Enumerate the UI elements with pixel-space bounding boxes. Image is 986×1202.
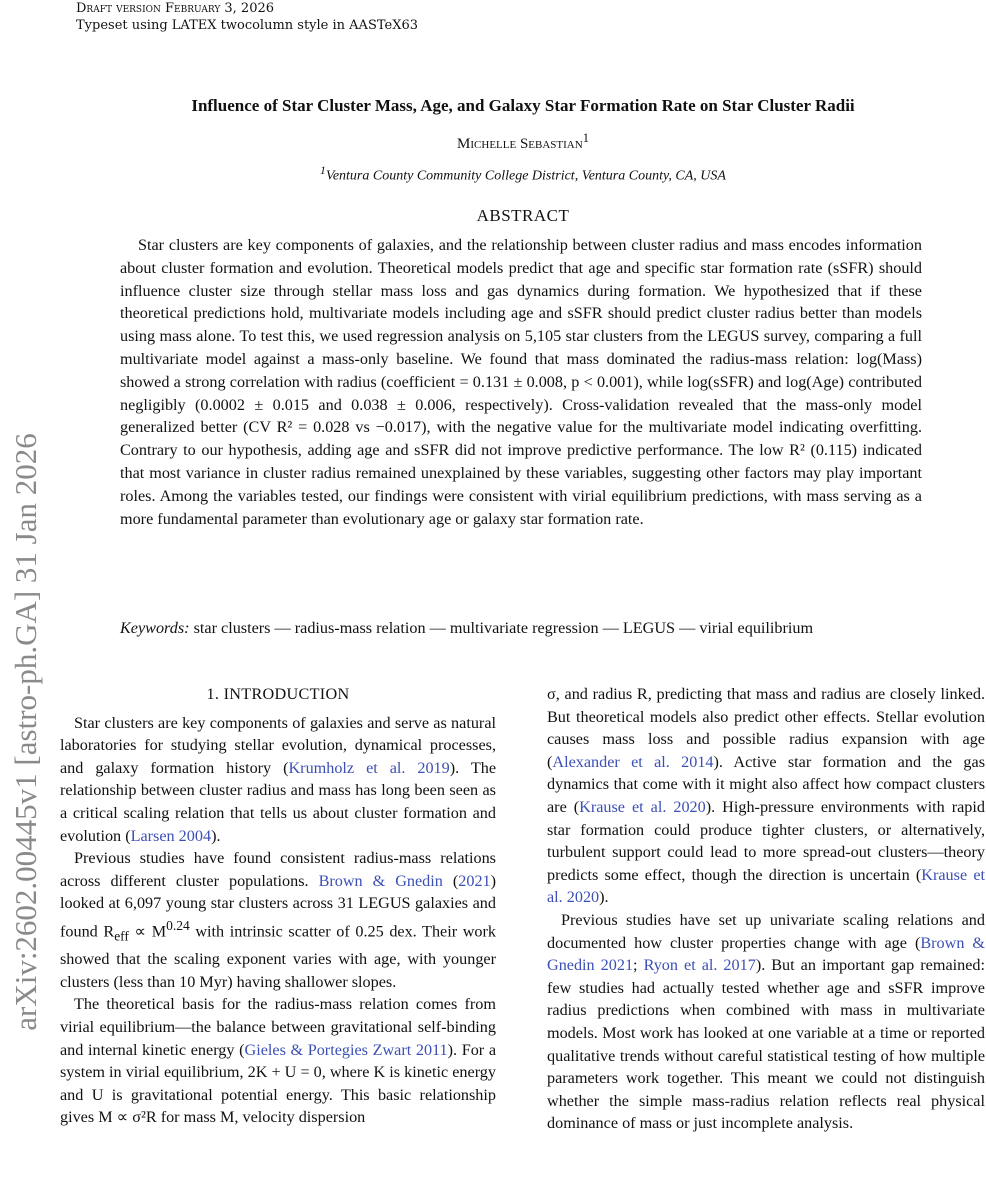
keywords [120,617,922,640]
left-column [60,683,496,1129]
abstract-text: Star clusters are key components of galaxies, and the relationship between cluster radius and mass encodes information about cluster formation and evolution. Theoretical models predict that age and specific star formation rate (sSFR) should influence cluster size through stellar mass loss and gas dynamics during formation. We hypothesized that if these theoretical predictions hold, multivariate models including age and sSFR should predict cluster radius better than models using mass alone. To test this, we used regression analysis on 5,105 star clusters from the LEGUS survey, comparing a full multivariate model against a mass-only baseline. We found that mass dominated the radius-mass relation: log(Mass) showed a strong correlation with radius (coefficient = 0.131 ± 0.008, p < 0.001), while log(sSFR) and log(Age) contributed negligibly (0.0002 ± 0.015 and 0.038 ± 0.006, respectively). Cross-validation revealed that the mass-only model generalized better (CV R² = 0.028 vs −0.017), with the negative value for the multivariate model indicating overfitting. Contrary to our hypothesis, adding age and sSFR did not improve predictive performance. The low R² (0.115) indicated that most variance in cluster radius remained unexplained by these variables, suggesting other factors may play important roles. Among the variables tested, our findings were consistent with virial equilibrium predictions, with mass serving as a more fundamental parameter than evolutionary age or galaxy star formation rate. [120,236,922,528]
intro-paragraph-4: Previous studies have set up univariate scaling relations and documented how cluster properties change with age (Brown & Gnedin 2021; Ryon et al. 2017). But an important gap remained: few studies had actually tested whether age and sSFR improve radius predictions when combined with mass in multivariate models. Most work has looked at one variable at a time or reported qualitative trends without careful statistical testing of how multiple parameters work together. This meant we could not distinguish whether the simple mass-radius relation reflects real physical dominance of mass or just incomplete analysis. [547,910,986,1133]
abstract-heading: ABSTRACT [476,206,570,225]
paper-title: Influence of Star Cluster Mass, Age, and Galaxy Star Formation Rate on Star Cluster Radii [191,96,855,115]
citation-link[interactable]: Krause et al. 2020 [547,865,986,907]
arxiv-id: arXiv:2602.00445v1 [astro-ph.GA] 31 Jan 2026 [8,433,43,1031]
typeset-line: Typeset using LATEX twocolumn style in AASTeX63 [76,18,419,33]
right-column [547,683,985,1135]
affiliation: $^1$Ventura County Community College District, Ventura County, CA, USA [320,164,726,184]
affiliation-text: Ventura County Community College District, Ventura County, CA, USA [325,168,726,184]
citation-link[interactable]: Larsen 2004 [130,826,212,845]
section-heading: 1. INTRODUCTION [206,685,350,703]
intro-paragraph-1: Star clusters are key components of galaxies and serve as natural laboratories for studying stellar evolution, dynamical processes, and galaxy formation history (Krumholz et al. 2019). The relationship between cluster radius and mass has long been seen as a critical scaling relation that tells us about cluster formation and evolution (Larsen 2004). [60,713,497,845]
citation-link[interactable]: Alexander et al. 2014 [552,752,714,771]
intro-paragraph-3-cont: σ, and radius R, predicting that mass and radius are closely linked. But theoretical models also predict other effects. Stellar evolution causes mass loss and possible radius expansion with age (Alexander et al. 2014). Active star formation and the gas dynamics that come with it might also affect how compact clusters are (Krause et al. 2020). High-pressure environments with rapid star formation could produce tighter clusters, or alternatively, turbulent support could lead to more spread-out clusters—theory predicts some effect, though the direction is uncertain (Krause et al. 2020). [547,685,986,907]
draft-line: Draft version February 3, 2026 [76,1,275,16]
author-name: Michelle Sebastian [457,136,583,152]
citation-link[interactable]: Krumholz et al. 2019 [288,758,450,777]
arxiv-sidebar [8,262,44,1202]
author: Michelle Sebastian$^1$ [457,131,589,152]
keywords-label: Keywords: [120,619,190,637]
intro-paragraph-2: Previous studies have found consistent radius-mass relations across different cluster populations. Brown & Gnedin (2021) looked at 6,097 young star clusters across 31 LEGUS galaxies and found $R_{eff} \propto M^{0.24}$ with intrinsic scatter of 0.25 dex. Their work showed that the scaling exponent varies with age, with younger clusters (less than 10 Myr) having shallower slopes. [60,849,497,991]
keywords-text: star clusters — radius-mass relation — multivariate regression — LEGUS — virial equilibrium [193,619,814,637]
citation-link[interactable]: Krause et al. 2020 [579,797,706,816]
citation-link[interactable]: Ryon et al. 2017 [643,956,756,975]
running-header [76,0,418,34]
citation-link[interactable]: Gieles & Portegies Zwart 2011 [244,1040,448,1059]
intro-paragraph-3: The theoretical basis for the radius-mass relation comes from virial equilibrium—the balance between gravitational self-binding and internal kinetic energy (Gieles & Portegies Zwart 2011). For a system in virial equilibrium, 2K + U = 0, where K is kinetic energy and U is gravitational potential energy. This basic relationship gives M ∝ σ²R for mass M, velocity dispersion [60,995,496,1127]
citation-link[interactable]: Brown & Gnedin 2021 [547,933,985,975]
citation-link[interactable]: Brown & Gnedin [318,871,443,890]
citation-year-link[interactable]: 2021 [458,871,491,890]
